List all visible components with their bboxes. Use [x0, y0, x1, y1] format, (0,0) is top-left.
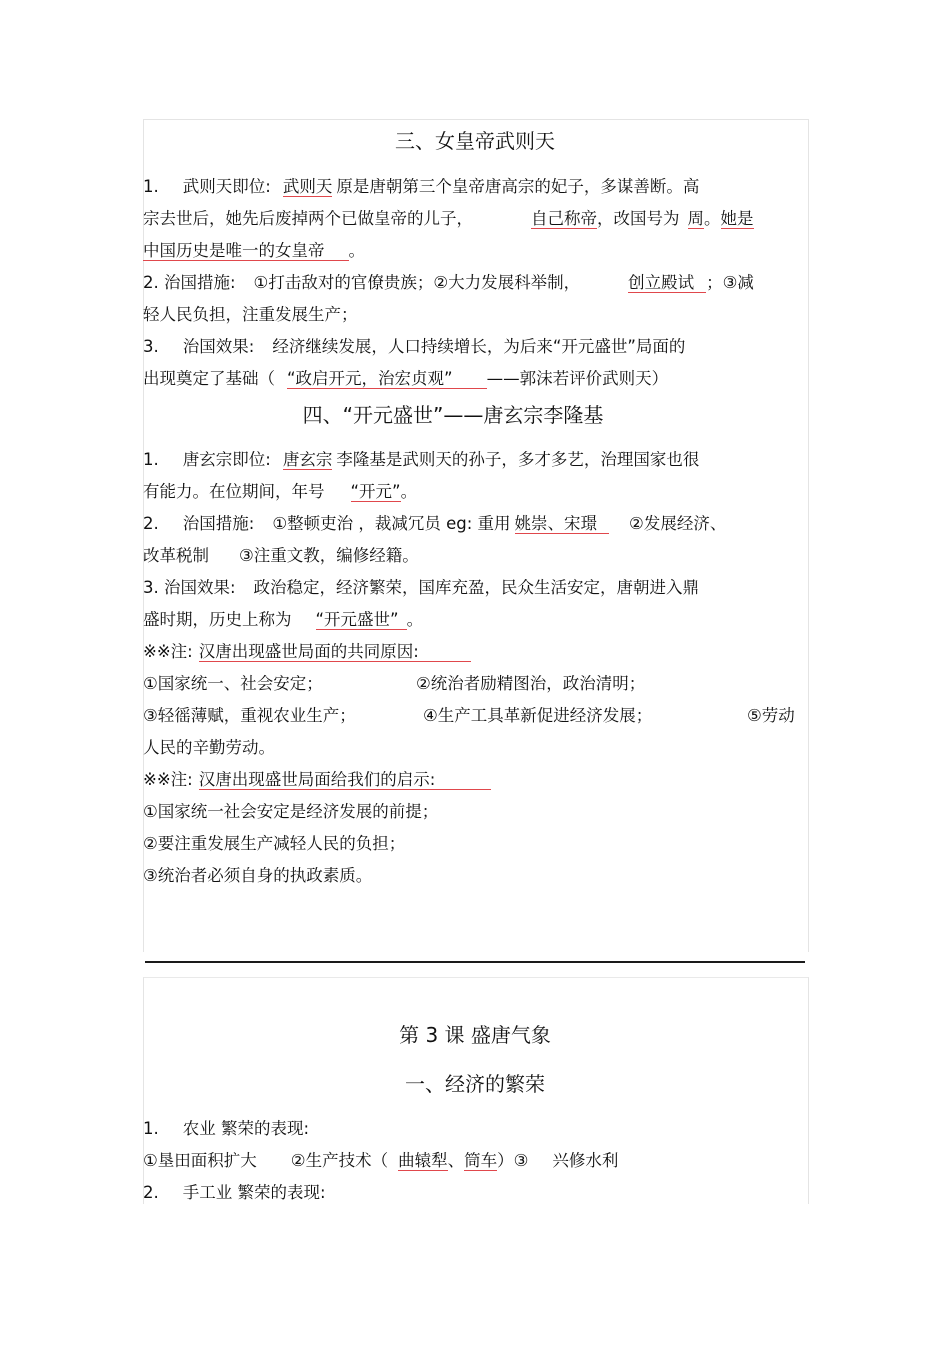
filled-blank: 曲辕犁 [398, 1151, 448, 1170]
text-line: 1. 唐玄宗即位: 唐玄宗 李隆基是武则天的孙子，多才多艺，治理国家也很 [143, 450, 700, 469]
filled-blank: 自己称帝 [531, 209, 597, 228]
text-line: 1. 武则天即位: 武则天 原是唐朝第三个皇帝唐高宗的妃子，多谋善断。高 [143, 177, 700, 196]
section-title-kaiyuan: 四、“开元盛世”——唐玄宗李隆基 [302, 403, 604, 427]
filled-blank: 中国历史是唯一的女皇帝 [143, 241, 325, 260]
note-heading: 汉唐出现盛世局面给我们的启示: [198, 770, 436, 789]
filled-blank: 唐玄宗 [282, 450, 333, 469]
text-line: 出现奠定了基础（ “政启开元，治宏贞观” ——郭沫若评价武则天） [143, 369, 669, 388]
filled-blank: “政启开元，治宏贞观” [287, 369, 453, 388]
text-line: 2. 治国措施: ①整顿吏治 ，裁减冗员 eg: 重用 姚崇、宋璟 ②发展经济、 [143, 514, 727, 533]
text-line: ①垦田面积扩大 ②生产技术（ 曲辕犁、筒车）③ 兴修水利 [143, 1151, 619, 1170]
section-title-economy: 一、经济的繁荣 [405, 1072, 545, 1096]
filled-blank: “开元” [350, 482, 401, 501]
text-line: ①国家统一社会安定是经济发展的前提； [143, 802, 439, 821]
filled-blank: 姚崇、宋璟 [514, 514, 598, 533]
page-divider [145, 961, 805, 963]
text-line: 有能力。在位期间，年号 “开元”。 [143, 482, 418, 501]
section-title-wuzetian: 三、女皇帝武则天 [395, 129, 555, 153]
filled-blank: 武则天 [282, 177, 333, 196]
text-line: 3. 治国效果: 经济继续发展，人口持续增长，为后来“开元盛世”局面的 [143, 337, 686, 356]
note-heading: 汉唐出现盛世局面的共同原因: [198, 642, 419, 661]
text-line: 中国历史是唯一的女皇帝 。 [143, 241, 365, 260]
lesson-title: 第 3 课 盛唐气象 [399, 1023, 551, 1047]
text-line: ①国家统一、社会安定； [143, 674, 323, 693]
filled-blank: “开元盛世” [315, 610, 399, 629]
text-line: 改革税制 ③注重文教，编修经籍。 [143, 546, 419, 565]
text-line: ③统治者必须自身的执政素质。 [143, 866, 373, 885]
text-line: 盛时期，历史上称为 “开元盛世” 。 [143, 610, 424, 629]
text-line: 2. 治国措施: ①打击敌对的官僚贵族；②大力发展科举制， 创立殿试 ；③减 [143, 273, 754, 292]
text-line: ②统治者励精图治，政治清明； [416, 674, 646, 693]
text-line: ②要注重发展生产减轻人民的负担； [143, 834, 406, 853]
text-line: 2. 手工业 繁荣的表现: [143, 1183, 326, 1202]
text-line: 轻人民负担，注重发展生产； [143, 305, 358, 324]
text-line: 人民的辛勤劳动。 [143, 738, 275, 757]
note-line: ※※注: 汉唐出现盛世局面的共同原因: [143, 640, 471, 664]
text-line: ⑤劳动 [747, 706, 795, 725]
note-line: ※※注: 汉唐出现盛世局面给我们的启示: [143, 768, 491, 792]
filled-blank: 她是 [720, 209, 754, 228]
text-line: ④生产工具革新促进经济发展； [423, 706, 653, 725]
filled-blank: 创立殿试 [628, 273, 695, 292]
filled-blank: 筒车 [464, 1151, 498, 1170]
text-line: 3. 治国效果: 政治稳定，经济繁荣，国库充盈，民众生活安定，唐朝进入鼎 [143, 578, 700, 597]
filled-blank: 周 [687, 209, 704, 228]
text-line: 1. 农业 繁荣的表现: [143, 1119, 310, 1138]
text-line: 宗去世后，她先后废掉两个已做皇帝的儿子， 自己称帝，改国号为 周。她是 [143, 209, 754, 228]
text-line: ③轻徭薄赋，重视农业生产； [143, 706, 356, 725]
